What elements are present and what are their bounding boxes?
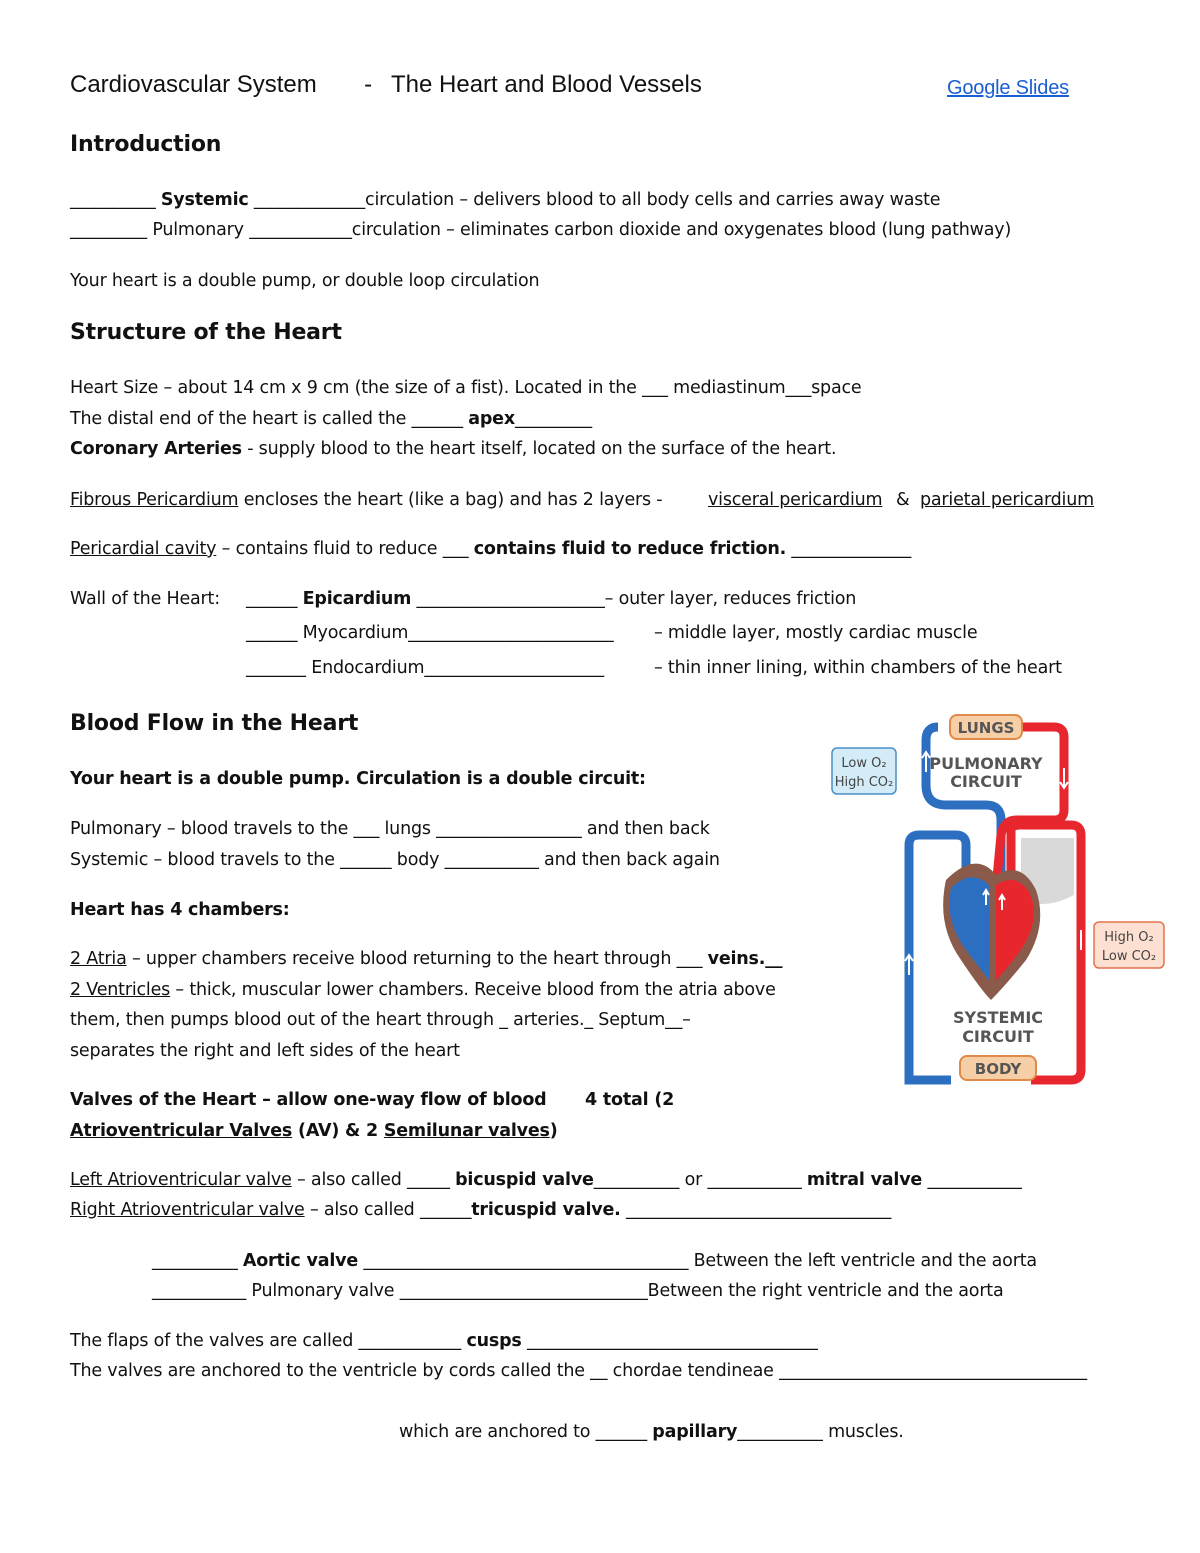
four-chambers-line: Heart has 4 chambers: xyxy=(70,900,290,920)
answer-bicuspid: bicuspid valve xyxy=(455,1170,594,1190)
line-text: – also called _____ xyxy=(291,1170,456,1190)
answer-papillary: papillary xyxy=(652,1422,738,1442)
structure-heading: Structure of the Heart xyxy=(70,320,342,345)
answer-apex: apex xyxy=(468,409,515,429)
pericardial-cavity-line xyxy=(70,538,911,560)
line-text: __________ muscles. xyxy=(737,1422,904,1442)
coronary-arteries-term: Coronary Arteries xyxy=(70,439,242,459)
pulmonary-valve-line: ___________ Pulmonary valve _____________________________Between the right ventricle and the aorta xyxy=(152,1281,1004,1301)
valves-heading-line: Valves of the Heart – allow one-way flow of blood xyxy=(70,1090,547,1110)
line-text: _____________circulation – delivers blood to all body cells and carries away waste xyxy=(248,190,941,210)
line-text: which are anchored to ______ xyxy=(399,1422,653,1442)
answer-mitral: mitral valve xyxy=(806,1170,923,1190)
pulmonary-circuit-label-2: CIRCUIT xyxy=(950,772,1022,791)
answer-cusps: cusps xyxy=(466,1331,522,1351)
blank: _________ xyxy=(514,409,592,429)
fibrous-pericardium-line xyxy=(70,489,662,511)
document-title xyxy=(70,71,702,98)
title-right: The Heart and Blood Vessels xyxy=(391,71,702,98)
blank: __________ or ___________ xyxy=(593,1170,807,1190)
line-text: The flaps of the valves are called ____________ xyxy=(70,1331,467,1351)
line-text: – also called ______ xyxy=(304,1200,472,1220)
answer-tricuspid: tricuspid valve. xyxy=(471,1200,621,1220)
chordae-tendineae-line: The valves are anchored to the ventricle by cords called the __ chordae tendineae ____________________________________ xyxy=(70,1361,1087,1381)
visceral-pericardium-term: visceral pericardium xyxy=(708,490,883,510)
wall-myocardium: ______ Myocardium________________________ xyxy=(246,623,614,643)
low-co2-label: Low CO₂ xyxy=(1101,949,1157,964)
pulmonary-travel-line: Pulmonary – blood travels to the ___ lungs _________________ and then back xyxy=(70,819,710,839)
apex-line xyxy=(70,408,592,430)
line-text: - supply blood to the heart itself, located on the surface of the heart. xyxy=(241,439,837,459)
line-text: ) xyxy=(549,1121,558,1141)
line-text: – upper chambers receive blood returning to the heart through ___ xyxy=(126,949,708,969)
blank: ___________ xyxy=(922,1170,1022,1190)
line-text: (AV) & 2 xyxy=(292,1121,384,1141)
double-circuit-line: Your heart is a double pump. Circulation is a double circuit: xyxy=(70,769,646,789)
systemic-travel-line: Systemic – blood travels to the ______ body ___________ and then back again xyxy=(70,850,720,870)
lungs-label: LUNGS xyxy=(957,719,1015,737)
ampersand: & xyxy=(896,490,910,510)
line-text: The distal end of the heart is called the ______ xyxy=(70,409,469,429)
av-valves-term: Atrioventricular Valves xyxy=(70,1121,293,1141)
left-av-valve-line xyxy=(70,1169,1022,1191)
right-av-valve-term: Right Atrioventricular valve xyxy=(70,1200,305,1220)
title-dash: - xyxy=(364,71,373,98)
intro-line-systemic xyxy=(70,189,940,211)
ventricles-line-2: them, then pumps blood out of the heart through _ arteries._ Septum__– xyxy=(70,1010,691,1030)
right-av-valve-line xyxy=(70,1199,891,1221)
valves-total: 4 total (2 xyxy=(585,1090,675,1110)
pericardial-cavity-term: Pericardial cavity xyxy=(70,539,217,559)
blank: _______________________________ xyxy=(620,1200,891,1220)
heart-size-line: Heart Size – about 14 cm x 9 cm (the size of a fist). Located in the ___ mediastinum___space xyxy=(70,378,862,398)
google-slides-link[interactable]: Google Slides xyxy=(947,77,1069,99)
high-o2-label: High O₂ xyxy=(1104,930,1154,945)
answer-aortic: Aortic valve xyxy=(242,1251,358,1271)
answer-systemic: Systemic xyxy=(160,190,249,210)
title-left: Cardiovascular System xyxy=(70,71,317,98)
blood-flow-heading: Blood Flow in the Heart xyxy=(70,711,359,736)
fibrous-pericardium-term: Fibrous Pericardium xyxy=(70,490,239,510)
semilunar-valves-term: Semilunar valves xyxy=(383,1121,550,1141)
valves-types-line xyxy=(70,1120,558,1142)
line-text: – thick, muscular lower chambers. Receive blood from the atria above xyxy=(170,980,776,1000)
blank: __________________________________ xyxy=(521,1331,818,1351)
left-av-valve-term: Left Atrioventricular valve xyxy=(70,1170,292,1190)
systemic-circuit-label-2: CIRCUIT xyxy=(962,1027,1034,1046)
wall-epicardium xyxy=(246,588,856,610)
blank: ______ xyxy=(246,589,303,609)
blank: __________ xyxy=(70,190,161,210)
circulation-diagram xyxy=(826,710,1166,1085)
high-co2-label: High CO₂ xyxy=(834,775,894,790)
atria-term: 2 Atria xyxy=(70,949,127,969)
wall-endocardium: _______ Endocardium_____________________ xyxy=(246,658,604,678)
answer-veins: veins.__ xyxy=(707,949,783,969)
low-o2-label: Low O₂ xyxy=(841,756,887,771)
line-text: ______________________– outer layer, reduces friction xyxy=(411,589,857,609)
ventricles-line xyxy=(70,979,776,1001)
blank: __________ xyxy=(152,1251,243,1271)
line-text: encloses the heart (like a bag) and has 2 layers - xyxy=(238,490,663,510)
septum-line: separates the right and left sides of the heart xyxy=(70,1041,460,1061)
ventricles-term: 2 Ventricles xyxy=(70,980,171,1000)
coronary-arteries-line xyxy=(70,438,836,460)
answer-epicardium: Epicardium xyxy=(302,589,412,609)
body-label: BODY xyxy=(974,1060,1022,1078)
blank: ______________ xyxy=(786,539,912,559)
systemic-circuit-label-1: SYSTEMIC xyxy=(952,1008,1044,1027)
papillary-muscles-line xyxy=(399,1421,904,1443)
line-text: – contains fluid to reduce ___ xyxy=(216,539,474,559)
answer-friction: contains fluid to reduce friction. xyxy=(473,539,787,559)
intro-line-double-pump: Your heart is a double pump, or double loop circulation xyxy=(70,271,540,291)
aortic-valve-line xyxy=(152,1250,1037,1272)
wall-myocardium-desc: – middle layer, mostly cardiac muscle xyxy=(654,623,978,643)
introduction-heading: Introduction xyxy=(70,132,222,157)
wall-endocardium-desc: – thin inner lining, within chambers of the heart xyxy=(654,658,1062,678)
line-text: ______________________________________ Between the left ventricle and the aorta xyxy=(358,1251,1037,1271)
parietal-pericardium-term: parietal pericardium xyxy=(920,490,1094,510)
atria-line xyxy=(70,948,782,970)
wall-label: Wall of the Heart: xyxy=(70,589,220,609)
pulmonary-circuit-label-1: PULMONARY xyxy=(929,754,1043,773)
cusps-line xyxy=(70,1330,818,1352)
intro-line-pulmonary: _________ Pulmonary ____________circulation – eliminates carbon dioxide and oxygenates blood (lung pathway) xyxy=(70,220,1012,240)
